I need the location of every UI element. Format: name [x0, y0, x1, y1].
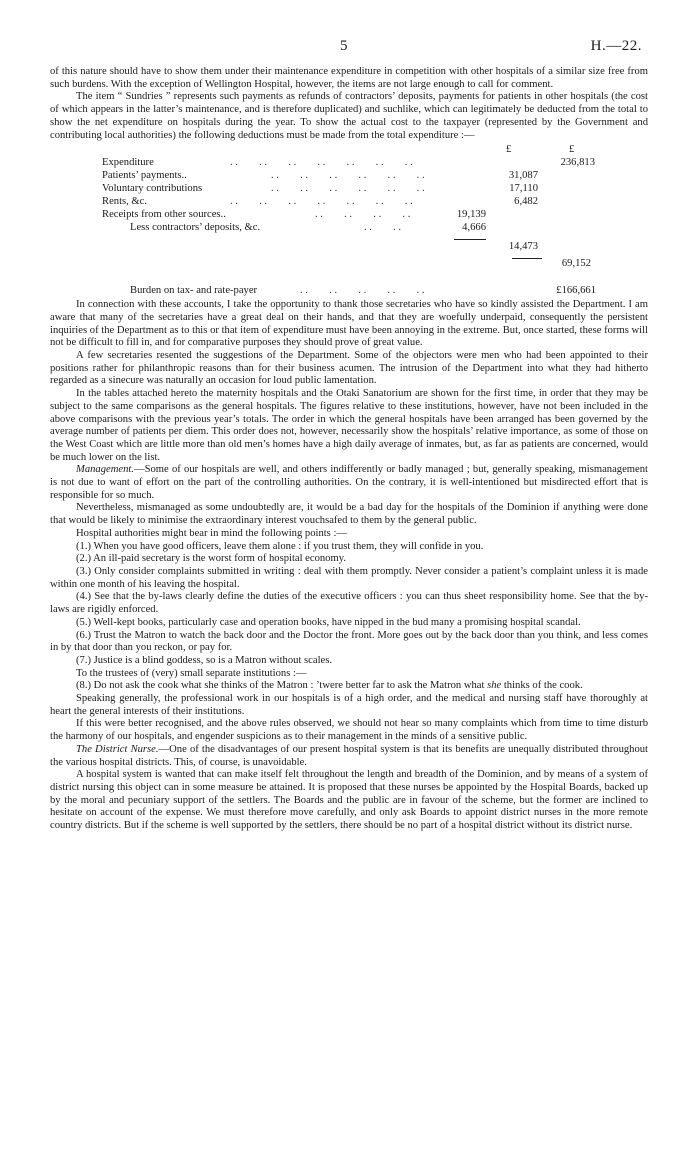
row-value: 19,139 — [456, 209, 486, 221]
currency-header: £ — [506, 144, 512, 156]
paragraph: The item “ Sundries ” represents such payments as refunds of contractors’ deposits, payments for patients in other hospitals (the cost of which appears in the latter’s maintenance, and is therefore duplicated) and suchlike, which can legitimately be deducted from the total to show the net expenditure on hospitals during the year. To show the actual cost to the taxpayer (represented by the Government and contributing local authorities) the following deductions must be made from the total expenditure :— — [50, 91, 648, 141]
table-row — [50, 170, 648, 183]
paragraph-text: —One of the disadvantages of our present hospital system is that its benefits are unequally distributed throughout the various hospital districts. This, of course, is unavoidable. — [50, 743, 648, 768]
section-heading: Management. — [76, 464, 134, 476]
table-row — [50, 222, 648, 235]
page-number: 5 — [340, 38, 348, 54]
list-item: To the trustees of (very) small separate institutions :— — [76, 667, 307, 679]
leader-dots: . . . . . . . . . . — [300, 285, 425, 297]
paragraph: In connection with these accounts, I take the opportunity to thank those secretaries who have so kindly assisted the Department. I am aware that many of the secretaries have a great deal on their hands, and that they are woefully underpaid, consequently the persistent inquiries of the Department as to this or that item of expenditure must have been annoying in the extreme. But, once started, these forms will not be difficult to fill in, and for comparative purposes they should prove of great value. — [50, 299, 648, 349]
table-row — [50, 157, 648, 170]
row-value: 4,666 — [462, 222, 486, 234]
list-item: (4.) See that the by-laws clearly define the duties of the executive officers : you can thus sheet responsibility home. See that the by-laws are rigidly enforced. — [50, 591, 648, 616]
row-value: 6,482 — [514, 196, 538, 208]
paragraph: Hospital authorities might bear in mind the following points :— — [76, 527, 347, 539]
table-row — [50, 183, 648, 196]
list-item: (6.) Trust the Matron to watch the back door and the Doctor the front. More goes out by the back door than you think, and less comes in by that door than you reckon, or pay for. — [50, 629, 648, 654]
subtotal-rule — [454, 239, 486, 240]
row-label: Voluntary contributions — [102, 183, 203, 195]
leader-dots: . . . . . . . . — [315, 209, 411, 221]
section-heading: The District Nurse. — [76, 743, 159, 755]
expenditure-table — [50, 144, 648, 297]
paragraph: In the tables attached hereto the maternity hospitals and the Otaki Sanatorium are shown for the first time, in order that they may be subject to the same comparisons as the general hospitals. The figures relative to these institutions, however, have not been included in the above comparisons with the previous year’s totals. The order in which the general hospitals have been arranged has been governed by the average number of patients per diem. This order does not, however, necessarily show the hospitals’ relative importance, as some of those on the West Coast which are little more than old men’s homes have a high daily average of inmates, but, as far as patients are concerned, would be much lower on the list. — [50, 388, 648, 463]
paragraph: If this were better recognised, and the above rules observed, we should not hear so many complaints which from time to time disturb the harmony of our hospitals, and engender suspicions as to their management in the minds of a sensitive public. — [50, 718, 648, 743]
paragraph: A few secretaries resented the suggestions of the Department. Some of the objectors were men who had been appointed to their positions rather for philanthropic reasons than for their business acumen. The intrusion of the Department into what they had hitherto regarded as a sinecure was naturally an occasion for loud public lamentation. — [50, 350, 648, 387]
paragraph: Speaking generally, the professional work in our hospitals is of a high order, and the medical and nursing staff have thoroughly at heart the general interests of their institutions. — [50, 693, 648, 717]
emphasis: she — [487, 680, 502, 692]
list-item: (5.) Well-kept books, particularly case and operation books, have nipped in the bud many a promising hospital scandal. — [76, 616, 581, 628]
table-row — [50, 241, 648, 254]
list-item: (3.) Only consider complaints submitted in writing : deal with them promptly. Never consider a patient’s complaint unless it is made within one month of his leaving the hospital. — [50, 565, 648, 590]
row-value: 14,473 — [508, 241, 538, 253]
row-label: Patients’ payments.. — [102, 170, 187, 182]
paragraph — [50, 464, 648, 502]
table-row — [50, 258, 648, 271]
row-label: Less contractors’ deposits, &c. — [130, 222, 261, 234]
row-value: 17,110 — [509, 183, 538, 195]
paragraph-text: —Some of our hospitals are well, and others indifferently or badly managed ; but, generally speaking, mismanagement is not due to want of effort on the part of the controlling authorities. On the contrary, it is well-intentioned but misdirected effort that is responsible for so much. — [50, 464, 648, 501]
page-header — [0, 40, 700, 60]
body-text — [50, 66, 648, 833]
row-label: Receipts from other sources.. — [102, 209, 226, 221]
document-reference: H.—22. — [590, 38, 642, 54]
table-row — [50, 209, 648, 222]
list-item-text: thinks of the cook. — [501, 680, 583, 692]
list-item: (7.) Justice is a blind goddess, so is a Matron without scales. — [76, 654, 332, 666]
row-value: 236,813 — [560, 157, 595, 169]
row-label: Expenditure — [102, 157, 154, 169]
leader-dots: . . . . — [364, 222, 402, 234]
table-row — [50, 285, 648, 298]
leader-dots: . . . . . . . . . . . . — [271, 170, 425, 182]
leader-dots: . . . . . . . . . . . . . . — [230, 196, 413, 208]
row-value: 31,087 — [508, 170, 538, 182]
list-item: (1.) When you have good officers, leave them alone : if you trust them, they will confide in you. — [76, 540, 484, 552]
paragraph — [50, 744, 648, 769]
paragraph: Nevertheless, mismanaged as some undoubtedly are, it would be a bad day for the hospitals of the Dominion if anything were done that would be likely to minimise the extraordinary interest vouchsafed to them by the general public. — [50, 502, 648, 527]
leader-dots: . . . . . . . . . . . . — [271, 183, 425, 195]
leader-dots: . . . . . . . . . . . . . . — [230, 157, 413, 169]
paragraph: A hospital system is wanted that can make itself felt throughout the length and breadth of the Dominion, and by means of a system of district nursing this object can in some measure be attained. It is proposed that these nurses be appointed by the Hospital Boards, backed up by the moral and pecuniary support of the settlers. The Boards and the public are in favour of the scheme, but the former are inclined to hesitate on account of the expense. We must therefore move carefully, and only ask Boards to appoint district nurses in the more remote country districts. But if the scheme is well supported by the settlers, there should be no part of a hospital district without its district nurse. — [50, 769, 648, 832]
row-label: Burden on tax- and rate-payer — [130, 285, 258, 297]
list-item — [50, 680, 648, 693]
row-value: £166,661 — [556, 285, 596, 297]
row-label: Rents, &c. — [102, 196, 148, 208]
currency-header: £ — [569, 144, 575, 156]
table-row — [50, 196, 648, 209]
list-item-text: (8.) Do not ask the cook what she thinks of the Matron : ’twere better far to ask the Matron what — [76, 680, 488, 692]
row-value: 69,152 — [561, 258, 591, 270]
list-item: (2.) An ill-paid secretary is the worst form of hospital economy. — [76, 553, 346, 565]
paragraph: of this nature should have to show them under their maintenance expenditure in competition with other hospitals of a similar size free from such burdens. With the exception of Wellington Hospital, however, the items are not large enough to call for comment. — [50, 66, 648, 90]
